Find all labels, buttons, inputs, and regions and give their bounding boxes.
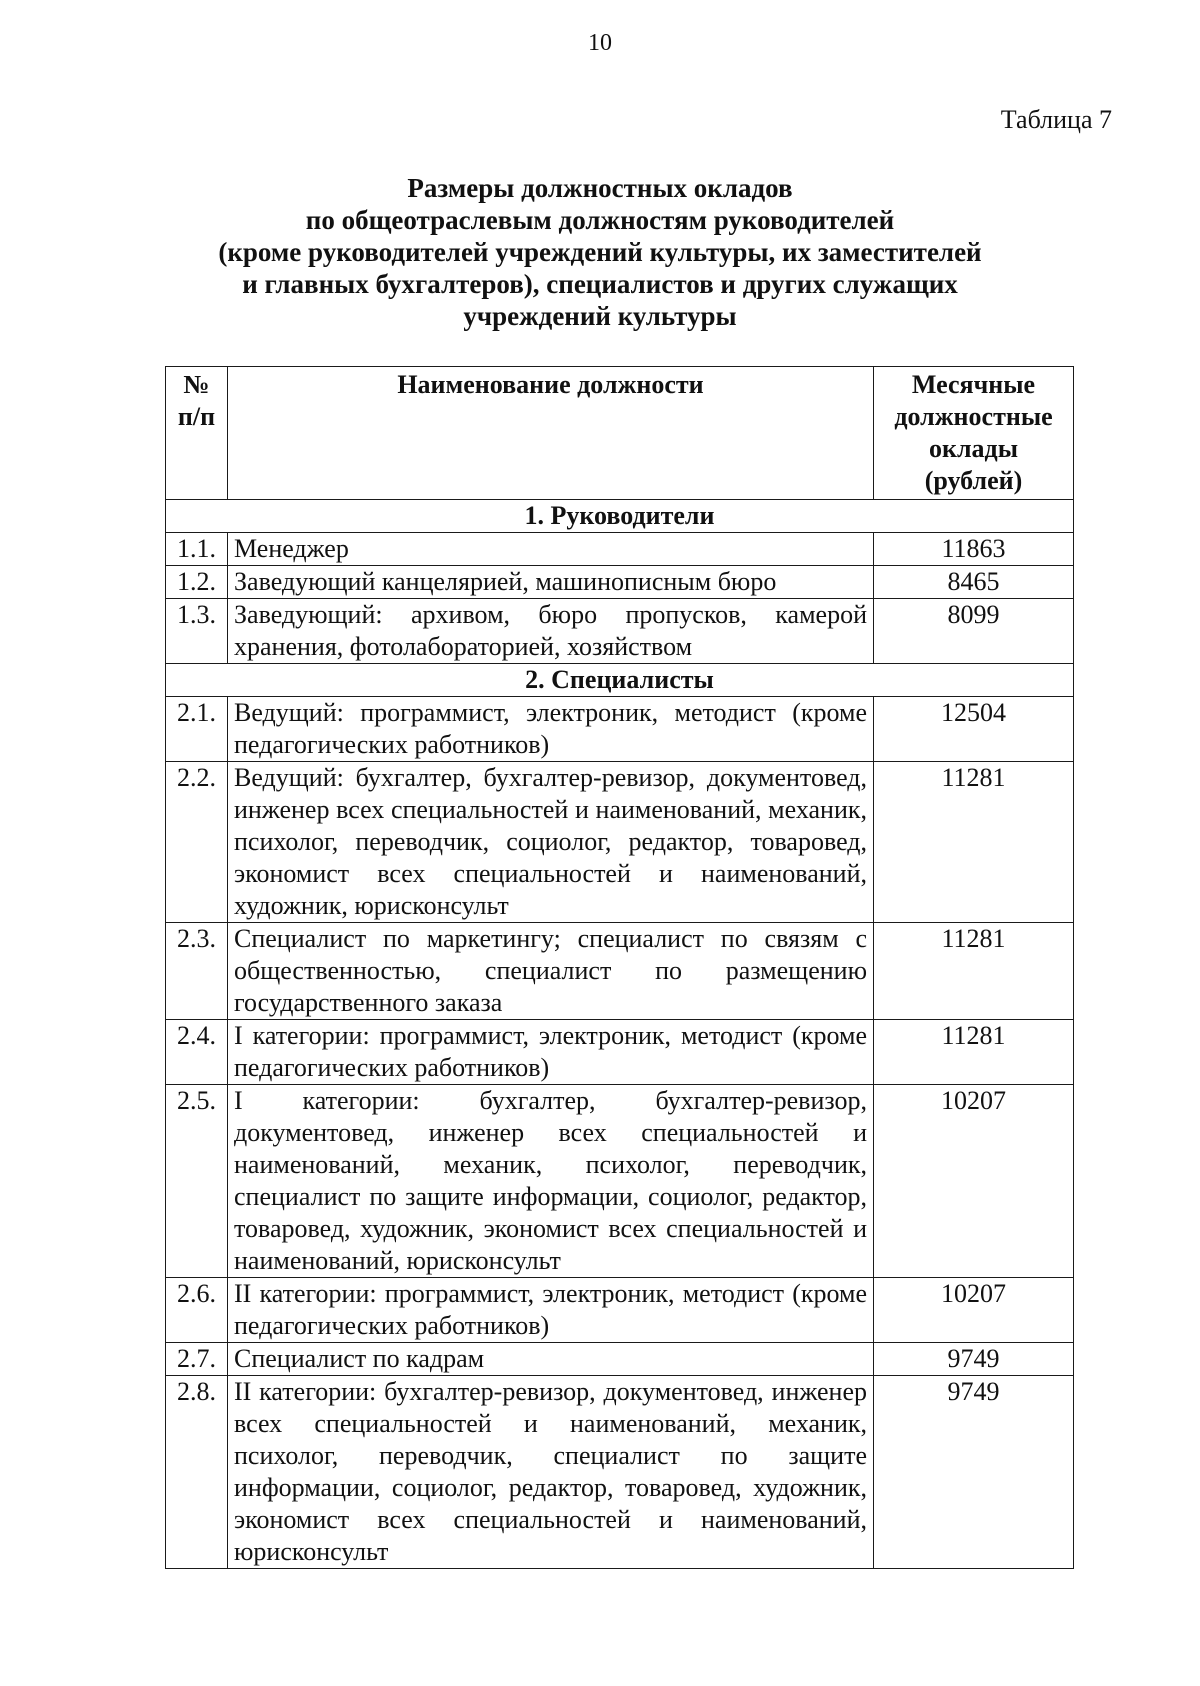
position-name: I категории: программист, электроник, методист (кроме педагогических работников) xyxy=(228,1020,874,1085)
header-number-line: п/п xyxy=(177,402,216,431)
position-name: Заведующий канцелярией, машинописным бюро xyxy=(228,566,874,599)
salary-value: 12504 xyxy=(874,697,1074,762)
header-salary-line: Месячные xyxy=(911,370,1036,399)
title-line: учреждений культуры xyxy=(463,301,737,331)
header-number-line: № xyxy=(183,370,210,399)
table-row xyxy=(166,1020,1074,1085)
salary-value: 10207 xyxy=(874,1278,1074,1343)
salary-value: 9749 xyxy=(874,1376,1074,1569)
table-row xyxy=(166,762,1074,923)
header-position-name: Наименование должности xyxy=(228,367,874,500)
table-row xyxy=(166,1278,1074,1343)
table-row xyxy=(166,533,1074,566)
position-name: Специалист по кадрам xyxy=(228,1343,874,1376)
document-title xyxy=(150,172,1050,332)
row-number: 2.7. xyxy=(166,1343,228,1376)
salary-value: 10207 xyxy=(874,1085,1074,1278)
salary-value: 9749 xyxy=(874,1343,1074,1376)
position-name: II категории: бухгалтер-ревизор, документовед, инженер всех специальностей и наименований, механик, психолог, переводчик, специалист по защите информации, социолог, редактор, товаровед, художник, экономист всех специальностей и наименований, юрисконсульт xyxy=(228,1376,874,1569)
salary-value: 8465 xyxy=(874,566,1074,599)
row-number: 2.4. xyxy=(166,1020,228,1085)
position-name: I категории: бухгалтер, бухгалтер-ревизор, документовед, инженер всех специальностей и наименований, механик, психолог, переводчик, специалист по защите информации, социолог, редактор, товаровед, художник, экономист всех специальностей и наименований, юрисконсульт xyxy=(228,1085,874,1278)
section-title-specialists: 2. Специалисты xyxy=(166,664,1074,697)
page-number: 10 xyxy=(588,30,612,56)
table-row xyxy=(166,1085,1074,1278)
title-line: Размеры должностных окладов xyxy=(407,173,793,203)
position-name: Заведующий: архивом, бюро пропусков, камерой хранения, фотолабораторией, хозяйством xyxy=(228,599,874,664)
section-row xyxy=(166,664,1074,697)
position-name: Специалист по маркетингу; специалист по связям с общественностью, специалист по размещению государственного заказа xyxy=(228,923,874,1020)
row-number: 2.6. xyxy=(166,1278,228,1343)
row-number: 2.2. xyxy=(166,762,228,923)
table-row xyxy=(166,923,1074,1020)
salary-value: 11863 xyxy=(874,533,1074,566)
title-line: по общеотраслевым должностям руководителей xyxy=(305,205,895,235)
row-number: 2.3. xyxy=(166,923,228,1020)
table-row xyxy=(166,566,1074,599)
table-row xyxy=(166,1376,1074,1569)
table-row xyxy=(166,1343,1074,1376)
section-row xyxy=(166,500,1074,533)
table-row xyxy=(166,697,1074,762)
salary-value: 11281 xyxy=(874,1020,1074,1085)
row-number: 2.8. xyxy=(166,1376,228,1569)
row-number: 2.1. xyxy=(166,697,228,762)
header-salary xyxy=(874,367,1074,500)
salary-value: 8099 xyxy=(874,599,1074,664)
title-line: (кроме руководителей учреждений культуры, их заместителей xyxy=(218,237,982,267)
salary-value: 11281 xyxy=(874,923,1074,1020)
position-name: II категории: программист, электроник, методист (кроме педагогических работников) xyxy=(228,1278,874,1343)
table-row xyxy=(166,599,1074,664)
position-name: Ведущий: программист, электроник, методист (кроме педагогических работников) xyxy=(228,697,874,762)
table-header-row xyxy=(166,367,1074,500)
row-number: 1.3. xyxy=(166,599,228,664)
section-title-managers: 1. Руководители xyxy=(166,500,1074,533)
header-salary-line: оклады (рублей) xyxy=(924,434,1023,495)
position-name: Менеджер xyxy=(228,533,874,566)
header-number xyxy=(166,367,228,500)
salary-value: 11281 xyxy=(874,762,1074,923)
row-number: 1.1. xyxy=(166,533,228,566)
row-number: 1.2. xyxy=(166,566,228,599)
table-label: Таблица 7 xyxy=(1000,105,1112,134)
title-line: и главных бухгалтеров), специалистов и других служащих xyxy=(242,269,958,299)
salary-table xyxy=(165,366,1074,1569)
row-number: 2.5. xyxy=(166,1085,228,1278)
header-salary-line: должностные xyxy=(894,402,1053,431)
position-name: Ведущий: бухгалтер, бухгалтер-ревизор, документовед, инженер всех специальностей и наименований, механик, психолог, переводчик, социолог, редактор, товаровед, экономист всех специальностей и наименований, художник, юрисконсульт xyxy=(228,762,874,923)
